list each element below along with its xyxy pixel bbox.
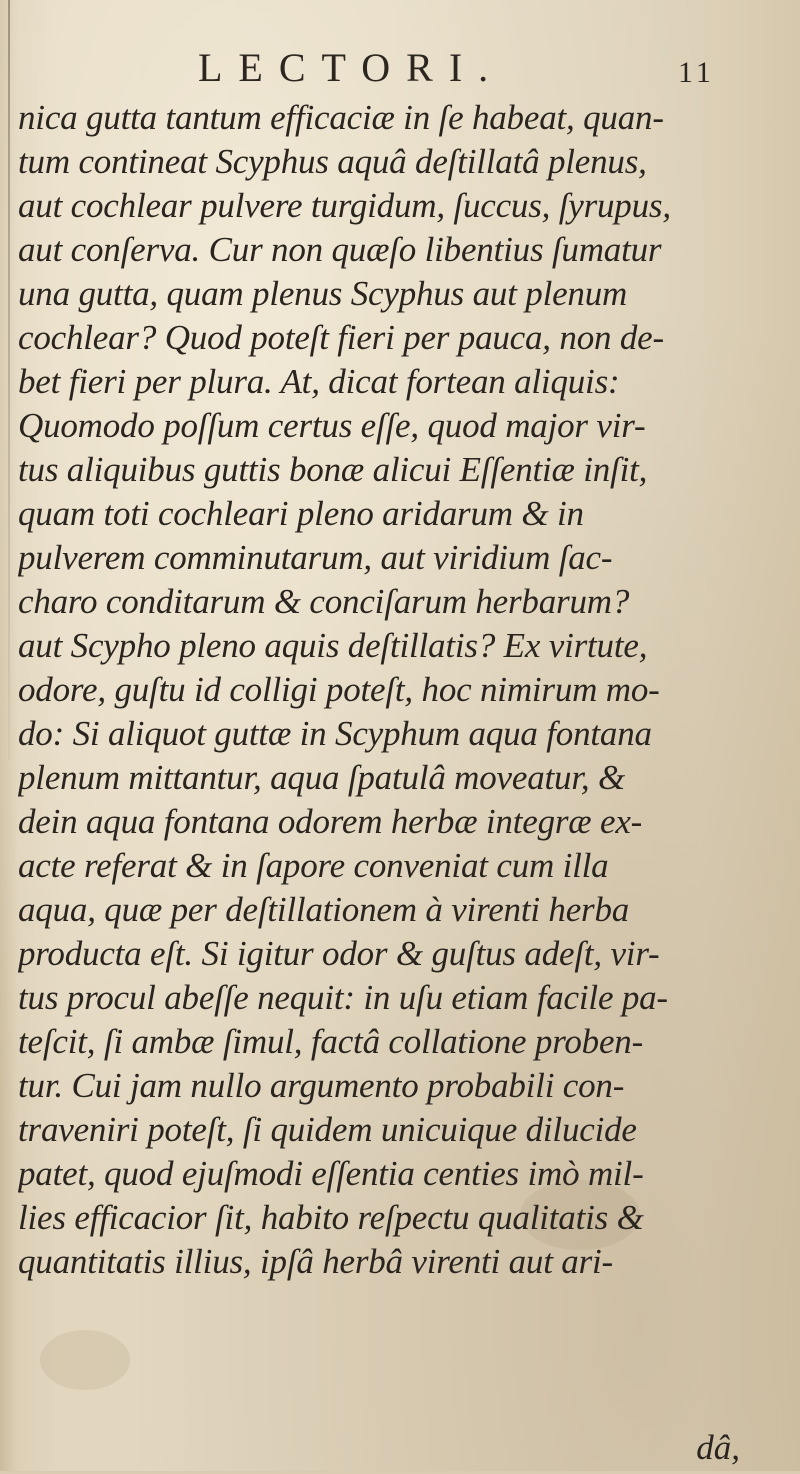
- text-line: aut conſerva. Cur non quæſo libentius ſumatur: [18, 230, 662, 269]
- text-line: aqua, quæ per deſtillationem à virenti herba: [18, 890, 630, 929]
- text-line: tum contineat Scyphus aquâ deſtillatâ plenus,: [18, 142, 647, 181]
- text-line: cochlear? Quod poteſt fieri per pauca, non de-: [18, 318, 664, 357]
- gutter-shadow: [8, 0, 10, 760]
- text-line: charo conditarum & conciſarum herbarum?: [18, 582, 630, 621]
- text-line: tur. Cui jam nullo argumento probabili con-: [18, 1066, 625, 1105]
- text-line: patet, quod ejuſmodi eſſentia centies imò mil-: [18, 1154, 644, 1193]
- text-line: teſcit, ſi ambæ ſimul, factâ collatione proben-: [18, 1022, 644, 1061]
- text-line: dein aqua fontana odorem herbæ integræ ex-: [18, 802, 643, 841]
- text-line: pulverem comminutarum, aut viridium ſac-: [18, 538, 613, 577]
- text-line: Quomodo poſſum certus eſſe, quod major vir-: [18, 406, 646, 445]
- page-number: 11: [678, 56, 715, 89]
- text-line: una gutta, quam plenus Scyphus aut plenum: [18, 274, 628, 313]
- text-line: acte referat & in ſapore conveniat cum illa: [18, 846, 609, 885]
- text-line: aut cochlear pulvere turgidum, ſuccus, ſyrupus,: [18, 186, 671, 225]
- text-line: plenum mittantur, aqua ſpatulâ moveatur, &: [18, 758, 626, 797]
- text-line: do: Si aliquot guttæ in Scyphum aqua fontana: [18, 714, 652, 753]
- text-line: aut Scypho pleno aquis deſtillatis? Ex virtute,: [18, 626, 648, 665]
- text-line: tus procul abeſſe nequit: in uſu etiam facile pa-: [18, 978, 668, 1017]
- text-line: bet fieri per plura. At, dicat fortean aliquis:: [18, 362, 620, 401]
- paper-stain: [40, 1330, 130, 1390]
- text-line: odore, guſtu id colligi poteſt, hoc nimirum mo-: [18, 670, 660, 709]
- text-line: nica gutta tantum efficaciæ in ſe habeat, quan-: [18, 98, 664, 137]
- catchword: dâ,: [696, 1428, 740, 1467]
- page-header: [0, 44, 800, 104]
- text-line: tus aliquibus guttis bonæ alicui Eſſentiæ inſit,: [18, 450, 648, 489]
- running-head: LECTORI.: [198, 45, 505, 90]
- text-line: quam toti cochleari pleno aridarum & in: [18, 494, 584, 533]
- catchword-row: [0, 1428, 800, 1474]
- text-line: lies efficacior ſit, habito reſpectu qualitatis &: [18, 1198, 644, 1237]
- body-text: [18, 96, 788, 1284]
- text-line: quantitatis illius, ipſâ herbâ virenti aut ari-: [18, 1242, 613, 1281]
- text-line: producta eſt. Si igitur odor & guſtus adeſt, vir-: [18, 934, 660, 973]
- text-line: traveniri poteſt, ſi quidem unicuique dilucide: [18, 1110, 637, 1149]
